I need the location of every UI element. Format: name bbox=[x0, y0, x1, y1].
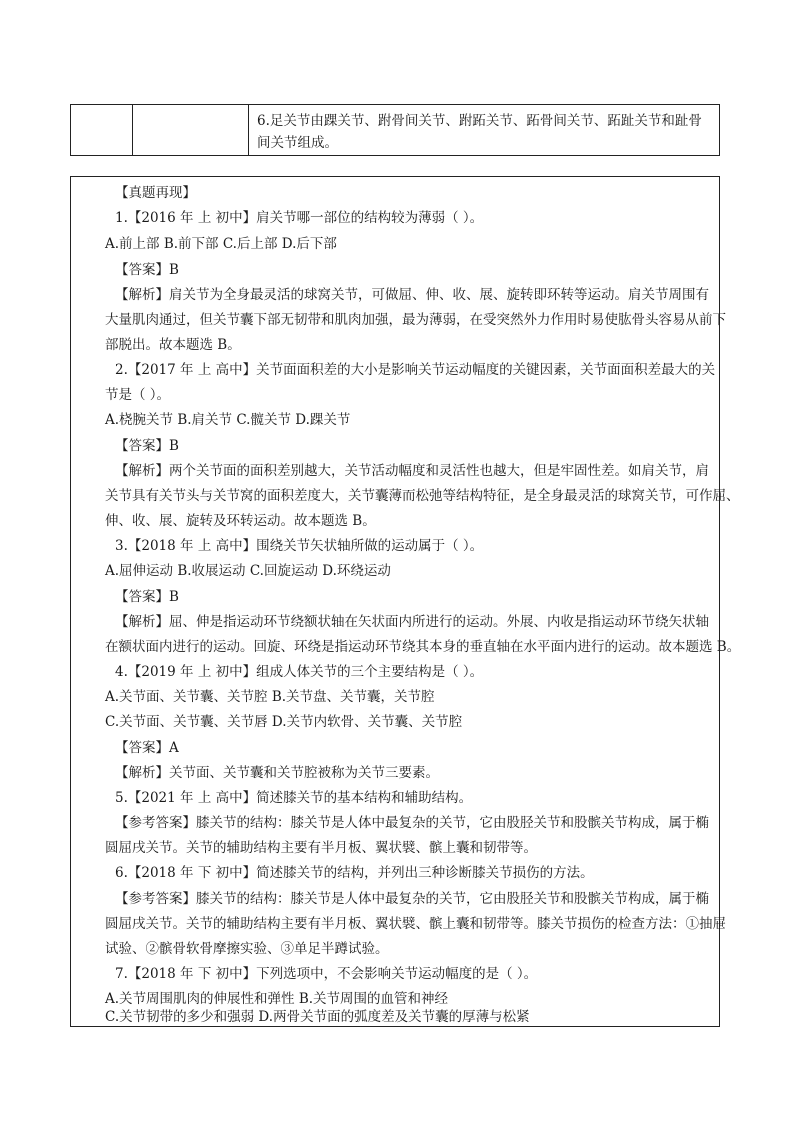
reference-answer: 【参考答案】膝关节的结构：膝关节是人体中最复杂的关节，它由股胫关节和股髌关节构成，属于椭 bbox=[115, 815, 709, 831]
question-1-answer: 【答案】B bbox=[115, 262, 179, 278]
question-4: 4.【2019 年 上 初中】组成人体关节的三个主要结构是（ ）。 bbox=[115, 664, 484, 680]
explanation-line: 大量肌肉通过，但关节囊下部无韧带和肌肉加强，最为薄弱，在受突然外力作用时易使肱骨头容易从前下 bbox=[105, 312, 726, 328]
reference-answer: 试验、②髌骨软骨摩擦实验、③单足半蹲试验。 bbox=[105, 941, 389, 957]
question-1-options: A.前上部 B.前下部 C.后上部 D.后下部 bbox=[105, 236, 337, 252]
question-7-options: A.关节周围肌肉的伸展性和弹性 B.关节周围的血管和神经 bbox=[105, 991, 449, 1007]
question-3: 3.【2018 年 上 高中】围绕关节矢状轴所做的运动属于（ ）。 bbox=[115, 538, 484, 554]
question-2-answer: 【答案】B bbox=[115, 438, 179, 454]
continuation-table bbox=[70, 104, 720, 156]
exam-questions-box bbox=[70, 176, 741, 1027]
question-2: 2.【2017 年 上 高中】关节面面积差的大小是影响关节运动幅度的关键因素，关节面面积差最大的关 bbox=[115, 362, 716, 378]
question-4-answer: 【答案】A bbox=[115, 740, 179, 756]
table-cell-empty-1 bbox=[71, 105, 133, 155]
explanation-line: 关节具有关节头与关节窝的面积差度大，关节囊薄而松弛等结构特征，是全身最灵活的球窝关节，可作屈、 bbox=[105, 488, 740, 504]
explanation-line: 部脱出。故本题选 B。 bbox=[105, 337, 241, 353]
table-text-line-2: 间关节组成。 bbox=[257, 135, 338, 151]
question-1: 1.【2016 年 上 初中】肩关节哪一部位的结构较为薄弱（ ）。 bbox=[115, 210, 484, 226]
question-6: 6.【2018 年 下 初中】简述膝关节的结构，并列出三种诊断膝关节损伤的方法。 bbox=[115, 865, 594, 881]
explanation-line: 在额状面内进行的运动。回旋、环绕是指运动环节绕其本身的垂直轴在水平面内进行的运动。故本题选 B。 bbox=[105, 639, 741, 655]
question-5: 5.【2021 年 上 高中】简述膝关节的基本结构和辅助结构。 bbox=[115, 790, 473, 806]
question-4-options: C.关节面、关节囊、关节唇 D.关节内软骨、关节囊、关节腔 bbox=[105, 714, 463, 730]
section-heading: 【真题再现】 bbox=[115, 185, 196, 201]
reference-answer: 【参考答案】膝关节的结构：膝关节是人体中最复杂的关节，它由股胫关节和股髌关节构成，属于椭 bbox=[115, 891, 709, 907]
table-cell-empty-2 bbox=[133, 105, 249, 155]
question-2-options: A.桡腕关节 B.肩关节 C.髋关节 D.踝关节 bbox=[105, 412, 351, 428]
question-7: 7.【2018 年 下 初中】下列选项中，不会影响关节运动幅度的是（ ）。 bbox=[115, 966, 538, 982]
question-3-answer: 【答案】B bbox=[115, 589, 179, 605]
reference-answer: 圆屈戌关节。关节的辅助结构主要有半月板、翼状襞、髌上囊和韧带等。膝关节损伤的检查方法：①抽屉 bbox=[105, 916, 726, 932]
explanation-line: 【解析】屈、伸是指运动环节绕额状轴在矢状面内所进行的运动。外展、内收是指运动环节绕矢状轴 bbox=[115, 614, 709, 630]
question-2-cont: 节是（ ）。 bbox=[105, 387, 171, 403]
table-text-line-1: 6.足关节由踝关节、跗骨间关节、跗跖关节、跖骨间关节、跖趾关节和趾骨 bbox=[257, 113, 702, 129]
table-cell-text bbox=[249, 105, 719, 155]
explanation-line: 伸、收、展、旋转及环转运动。故本题选 B。 bbox=[105, 513, 376, 529]
question-4-options: A.关节面、关节囊、关节腔 B.关节盘、关节囊，关节腔 bbox=[105, 689, 435, 705]
question-3-options: A.屈伸运动 B.收展运动 C.回旋运动 D.环绕运动 bbox=[105, 563, 391, 579]
question-7-options: C.关节韧带的多少和强弱 D.两骨关节面的弧度差及关节囊的厚薄与松紧 bbox=[105, 1009, 530, 1025]
explanation-line: 【解析】两个关节面的面积差别越大，关节活动幅度和灵活性也越大，但是牢固性差。如肩关节，肩 bbox=[115, 463, 709, 479]
explanation-line: 【解析】肩关节为全身最灵活的球窝关节，可做屈、伸、收、展、旋转即环转等运动。肩关节周围有 bbox=[115, 287, 709, 303]
explanation-line: 【解析】关节面、关节囊和关节腔被称为关节三要素。 bbox=[115, 765, 439, 781]
reference-answer: 圆屈戌关节。关节的辅助结构主要有半月板、翼状襞、髌上囊和韧带等。 bbox=[105, 840, 537, 856]
